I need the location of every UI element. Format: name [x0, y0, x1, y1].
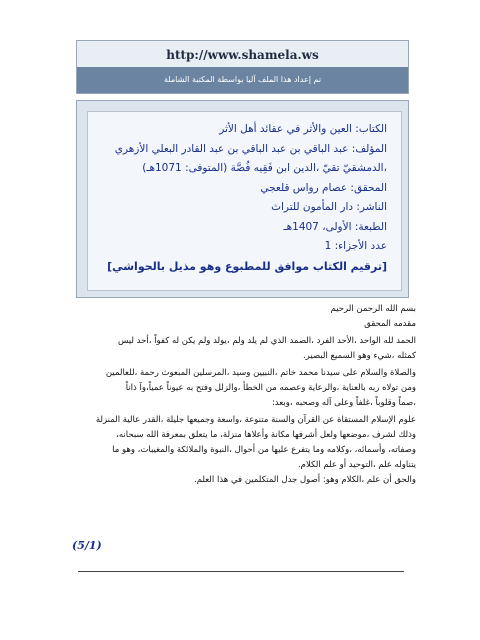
site-header-box	[76, 40, 409, 94]
body-line: الحمد لله الواحد ،الأحد الفرد ،الصمد الذي لم يلد ولم ،يولد ولم يكن له كفواً ،أحد ليس	[117, 336, 416, 346]
book-info-inner	[87, 111, 402, 291]
book-publisher-line: الناشر: دار المأمون للتراث	[271, 201, 387, 213]
book-author-line-continued: ،الدمشقيّ تقيّ ،الدين ابن فَقِيه فُصَّة (المتوفى: 1071هـ)	[142, 162, 387, 174]
section-heading: مقدمه المحقق	[364, 319, 416, 329]
body-line: يتناوله علم ،التوحيد أو علم الكلام.	[297, 460, 416, 470]
body-line: والحق أن علم ،الكلام وهو: أصول جدل المتكلمين في هذا العلم.	[194, 475, 416, 485]
book-numbering-note: [ترقيم الكتاب موافق للمطبوع وهو مذيل بالحواشي]	[107, 259, 387, 273]
body-line: ،صماً وقلوباً ،غلفاً وعلى آله وصحبه ،وبعد:	[271, 398, 416, 408]
body-line: علوم الإسلام المستقاة عن القرآن والسنة متنوعة ،واسعة وجميعها جليلة ،القدر عالية المنزلة	[95, 415, 416, 425]
book-info-lines	[88, 120, 401, 276]
book-title-line: الكتاب: العين والأثر في عقائد أهل الأثر	[219, 123, 387, 135]
body-line: وذلك لشرف ،موضعها ولعل أشرفها مكانة وأعلاها منزلة، ما يتعلق بمعرفة الله سبحانه،	[116, 430, 416, 440]
basmala: بسم الله الرحمن الرحيم	[330, 304, 416, 314]
body-text	[66, 302, 416, 488]
site-subtitle-bar: تم إعداد هذا الملف آليا بواسطة المكتبة الشاملة	[77, 67, 408, 93]
book-editor-line: المحقق: عصام رواس قلعجي	[260, 181, 387, 194]
book-edition-line: الطبعة: الأولى، 1407هـ	[283, 220, 387, 233]
body-line: ومن تولاه ربه بالعناية ،والرعاية وعصمه من الخطأ ،والزلل وفتح به عيوناً عمياً،وآ ذاناً	[125, 383, 416, 393]
site-url[interactable]: http://www.shamela.ws	[166, 48, 319, 62]
body-line: وصفاته، وأسمائه، ،وكلامه وما يتفرع عليها من أحوال ،النبوة والملائكة والمغيبات، وهو ما	[112, 445, 416, 455]
body-line: والصلاة والسلام على سيدنا محمد خاتم ،النبيين وسيد ،المرسلين المبعوث رحمة ،للعالمين	[105, 368, 416, 378]
page-number: (5/1)	[72, 539, 102, 552]
book-author-line: المؤلف: عبد الباقي بن عبد الباقي بن عبد القادر البعلي الأزهري	[114, 142, 387, 155]
book-parts-line: عدد الأجزاء: 1	[324, 240, 387, 252]
book-info-panel	[76, 100, 409, 298]
body-line: كمثله ،شيء وهو السميع البصير.	[302, 351, 416, 361]
footer-divider	[78, 571, 404, 572]
